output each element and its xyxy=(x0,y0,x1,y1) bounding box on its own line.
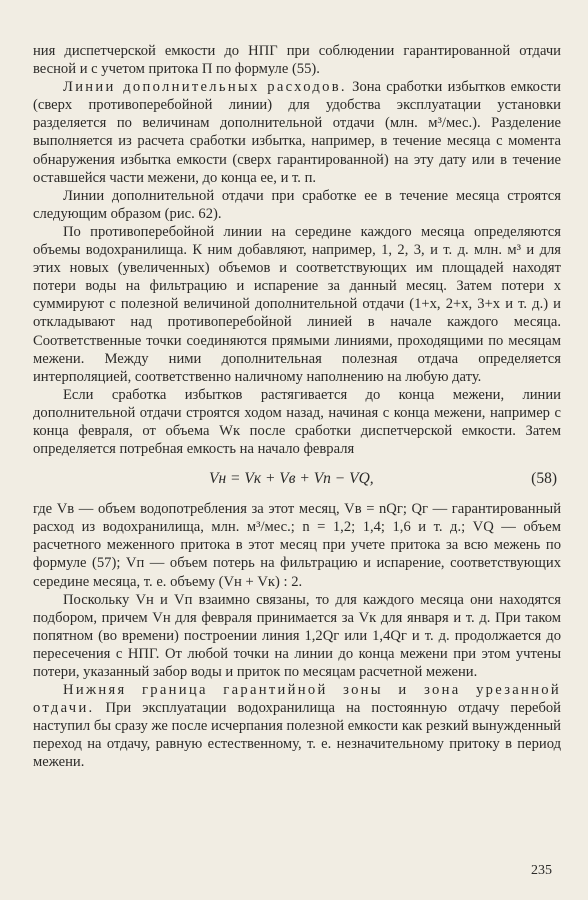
paragraph xyxy=(33,78,561,187)
section-heading-inline: Линии дополнительных расходов. xyxy=(63,79,347,96)
paragraph: Если сработка избытков растягивается до конца межени, линии дополнительной отдачи строятся ходом назад, начиная с конца межени, например с конца февраля, от объема Wк после сработки диспетчерской емкости. Затем определяется потребная емкость на начало февраля xyxy=(33,386,561,458)
paragraph xyxy=(33,681,561,771)
paragraph: Линии дополнительной отдачи при сработке ее в течение месяца строятся следующим образом (рис. 62). xyxy=(33,187,561,222)
paragraph-text: Зона сработки избытков емкости (сверх противоперебойной линии) для удобства эксплуатации установки разделяется по величинам дополнительной отдачи (млн. м³/мес.). Разделение выполняется из расчета сработки избытка, например, в течение месяца с момента обнаружения избытка емкости (сверх гарантированной) на эту дату или в течение оставшейся части межени, до конца ее, и т. п. xyxy=(33,79,561,186)
paragraph: ния диспетчерской емкости до НПГ при соблюдении гарантированной отдачи весной и с учетом притока П по формуле (55). xyxy=(33,43,561,78)
paragraph: По противоперебойной линии на середине каждого месяца определяются объемы водохранилища. К ним добавляют, например, 1, 2, 3, и т. д. млн. м³ и для этих новых (увеличенных) объемов и соответствующих им площадей находят потери воды на фильтрацию и испарение за данный месяц. Затем потери x суммируют с полезной величиной дополнительной отдачи (1+x, 2+x, 3+x и т. д.) и откладывают над противоперебойной линией в начале каждого месяца. Соответственные точки соединяются прямыми линиями, проходящими по месяцам межени. Между ними дополнительная полезная отдача определяется интерполяцией, соответственно наличному наполнению на любую дату. xyxy=(33,223,561,385)
page-number: 235 xyxy=(531,863,552,878)
body-text xyxy=(33,42,561,772)
section-heading-inline: Нижняя граница гарантийной зоны и зона урезанной отдачи. xyxy=(33,682,561,717)
equation xyxy=(33,458,561,500)
paragraph: где Vв — объем водопотребления за этот месяц, Vв = nQг; Qг — гарантированный расход из водохранилища, млн. м³/мес.; n = 1,2; 1,4; 1,6 и т. д.; VQ — объем расчетного меженного притока в этот месяц при учете притока за всю межень по формуле (57); Vп — объем потерь на фильтрацию и испарение, соответствующих середине месяца, т. е. объему (Vн + Vк) : 2. xyxy=(33,501,561,590)
paragraph-text: При эксплуатации водохранилища на постоянную отдачу перебой наступил бы сразу же после исчерпания полезной емкости как резкий вынужденный переход на отдачу, равную естественному, т. е. незначительному притоку в период межени. xyxy=(33,700,561,771)
equation-expression: Vн = Vк + Vв + Vп − VQ, xyxy=(209,470,374,488)
paragraph: Поскольку Vн и Vп взаимно связаны, то для каждого месяца они находятся подбором, причем Vн для февраля принимается за Vк для января и т. д. При таком попятном (во времени) построении линия 1,2Qг или 1,4Qг и т. д. продолжается до пересечения с НПГ. От любой точки на линии до конца межени при этом учтены потери, указанный забор воды и приток по месяцам расчетной межени. xyxy=(33,591,561,680)
equation-number: (58) xyxy=(531,470,557,488)
